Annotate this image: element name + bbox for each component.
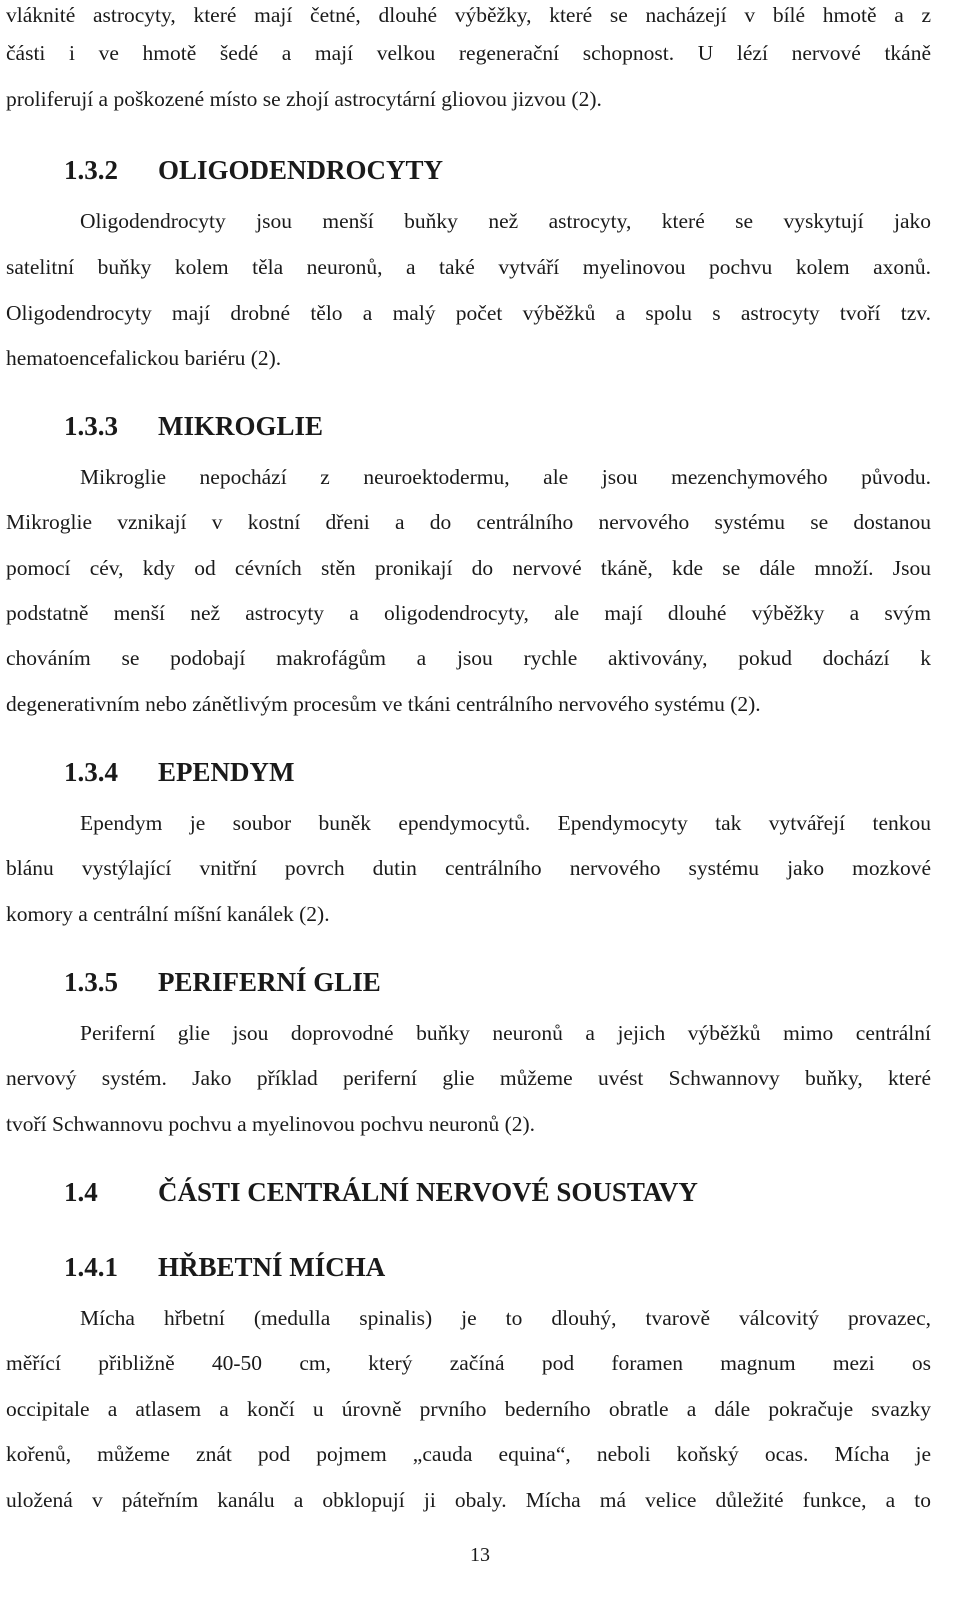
section-title: OLIGODENDROCYTY [158, 155, 444, 185]
section-number: 1.3.5 [64, 967, 118, 997]
section-heading [64, 152, 443, 188]
paragraph-line: komory a centrální míšní kanálek (2). [6, 902, 330, 926]
section-title: PERIFERNÍ GLIE [158, 967, 381, 997]
section-heading [64, 408, 323, 444]
paragraph-line: Periferní glie jsou doprovodné buňky neuronů a jejich výběžků mimo centrální [80, 1021, 931, 1045]
paragraph-line: části i ve hmotě šedé a mají velkou regenerační schopnost. U lézí nervové tkáně [6, 41, 931, 65]
paragraph-line: Mikroglie vznikají v kostní dřeni a do centrálního nervového systému se dostanou [6, 510, 931, 534]
chapter-heading [64, 1174, 698, 1210]
paragraph-line: Mikroglie nepochází z neuroektodermu, ale jsou mezenchymového původu. [80, 465, 931, 489]
paragraph-line: pomocí cév, kdy od cévních stěn pronikají do nervové tkáně, kde se dále množí. Jsou [6, 556, 931, 580]
paragraph-line: Oligodendrocyty jsou menší buňky než astrocyty, které se vyskytují jako [80, 209, 931, 233]
paragraph-line: uložená v páteřním kanálu a obklopují ji obaly. Mícha má velice důležité funkce, a to [6, 1488, 931, 1512]
paragraph-line: proliferují a poškozené místo se zhojí astrocytární gliovou jizvou (2). [6, 87, 602, 111]
section-title: EPENDYM [158, 757, 295, 787]
paragraph-line: occipitale a atlasem a končí u úrovně prvního bederního obratle a dále pokračuje svazky [6, 1397, 931, 1421]
section-heading [64, 754, 295, 790]
paragraph-line: měřící přibližně 40-50 cm, který začíná pod foramen magnum mezi os [6, 1351, 931, 1375]
section-title: ČÁSTI CENTRÁLNÍ NERVOVÉ SOUSTAVY [158, 1177, 698, 1207]
paragraph-line: Oligodendrocyty mají drobné tělo a malý počet výběžků a spolu s astrocyty tvoří tzv. [6, 301, 931, 325]
paragraph-line: hematoencefalickou bariéru (2). [6, 346, 282, 370]
section-number: 1.4.1 [64, 1252, 118, 1282]
section-title: HŘBETNÍ MÍCHA [158, 1252, 386, 1282]
section-title: MIKROGLIE [158, 411, 324, 441]
paragraph-line: Mícha hřbetní (medulla spinalis) je to dlouhý, tvarově válcovitý provazec, [80, 1306, 931, 1330]
section-heading [64, 964, 381, 1000]
paragraph-line: podstatně menší než astrocyty a oligodendrocyty, ale mají dlouhé výběžky a svým [6, 601, 931, 625]
page-number: 13 [470, 1544, 490, 1566]
paragraph-line: nervový systém. Jako příklad periferní glie můžeme uvést Schwannovy buňky, které [6, 1066, 931, 1090]
section-number: 1.3.3 [64, 411, 118, 441]
paragraph-line: Ependym je soubor buněk ependymocytů. Ependymocyty tak vytvářejí tenkou [80, 811, 931, 835]
paragraph-line: blánu vystýlající vnitřní povrch dutin centrálního nervového systému jako mozkové [6, 856, 931, 880]
paragraph-line: vláknité astrocyty, které mají četné, dlouhé výběžky, které se nacházejí v bílé hmotě a z [6, 3, 931, 27]
section-number: 1.3.4 [64, 757, 118, 787]
paragraph-line: chováním se podobají makrofágům a jsou rychle aktivovány, pokud dochází k [6, 646, 931, 670]
paragraph-line: satelitní buňky kolem těla neuronů, a také vytváří myelinovou pochvu kolem axonů. [6, 255, 931, 279]
section-number: 1.3.2 [64, 155, 118, 185]
paragraph-line: kořenů, můžeme znát pod pojmem „cauda equina“, neboli koňský ocas. Mícha je [6, 1442, 931, 1466]
paragraph-line: degenerativním nebo zánětlivým procesům ve tkáni centrálního nervového systému (2). [6, 692, 761, 716]
section-heading [64, 1249, 385, 1285]
section-number: 1.4 [64, 1177, 98, 1207]
paragraph-line: tvoří Schwannovu pochvu a myelinovou pochvu neuronů (2). [6, 1112, 536, 1136]
